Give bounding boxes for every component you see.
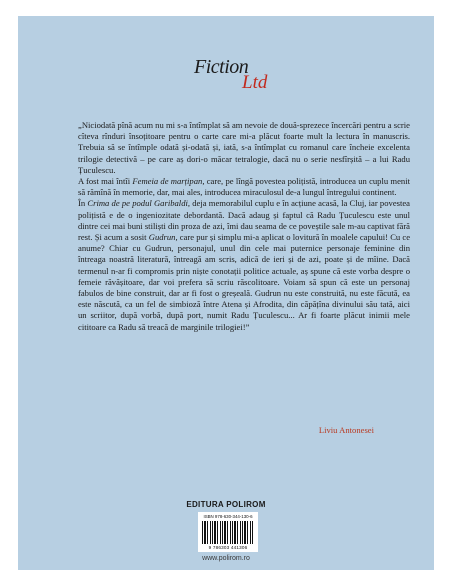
book-title-crima-de-pe-podul-garibaldi: Crima de pe podul Garibaldi bbox=[87, 198, 188, 209]
logo-fiction-text: Fiction bbox=[194, 56, 249, 78]
blurb-p3-start: În bbox=[78, 198, 88, 209]
publisher-website: www.polirom.ro bbox=[202, 555, 250, 562]
blurb-text bbox=[78, 120, 410, 333]
blurb-p3-middle: , deja memorabilul cuplu e în acțiune acasă, la Cluj, iar povestea polițistă e de o ingeniozitate debordantă. Dacă adaug și faptul că Radu Țuculescu este unul dintre cei mai buni stiliști din proza de azi, îmi dau seama de ce poveștile sale m-au captivat fără rest. Și acum a sosit bbox=[78, 198, 411, 243]
book-title-femeia-de-martipan: Femeia de marțipan bbox=[132, 176, 203, 187]
publisher-name: EDITURA POLIROM bbox=[186, 500, 266, 509]
isbn-text: ISBN 978-630-344-130-6 bbox=[203, 514, 253, 519]
blurb-p2-rest: , care, pe lîngă povestea polițistă, introducea un cuplu menit să rămînă în memorie, dar, mai ales, introducea miraculosul de-a lungul întregului continent. bbox=[78, 176, 410, 198]
author-signature: Liviu Antonesei bbox=[318, 425, 374, 435]
book-title-gudrun: Gudrun bbox=[148, 232, 176, 243]
blurb-p2-start: A fost mai întîi bbox=[78, 176, 133, 187]
barcode-digits: 9 786303 441306 bbox=[208, 545, 248, 550]
logo-ltd-text: Ltd bbox=[242, 72, 268, 93]
blurb-paragraph-1: „Niciodată pînă acum nu mi s-a întîmplat să am nevoie de două-sprezece încercări pentru a scrie cîteva rînduri însoțitoare pentru o carte care mi-a plăcut foarte mult la lectura în manuscris. Trebuia să se întîmple odată și-odată și, iată, s-a întîmplat cu romanul care încheie excelenta trilogie detectivă – pe care aș dori-o măcar tetralogie, dacă nu o serie nesfîrșită – a lui Radu Țuculescu. bbox=[78, 120, 410, 175]
blurb-p3-rest: , care pur și simplu mi-a aplicat o lovitură în moalele capului! Cu ce anume? Chiar cu Gudrun, personajul, unul din cele mai puternice personaje feminine din întreaga noastră literatură, întreagă am scris, adică de ieri și de azi, poate și de mîine. Dacă termenul n-ar fi compromis prin niște conotații politice actuale, aș spune că este vorba despre o femeie răvășitoare, dar voi prefera să scriu răscolitoare. Voiam să spun că este un personaj fabulos de bine construit, dar ar fi fost o greșeală. Gudrun nu este construită, nu este făcută, ea este născută, ca un fel de simbioză între Atena și Afrodita, din căpățîna divinului său tată, aici un scriitor, după vorbă, după port, numit Radu Țuculescu... Ar fi foarte plăcut inimii mele cititoare ca Radu să treacă de marginile trilogiei!” bbox=[78, 232, 411, 332]
fiction-ltd-logo bbox=[194, 52, 294, 102]
blurb-paragraph-2 bbox=[78, 176, 410, 198]
blurb-paragraph-3 bbox=[78, 198, 410, 332]
barcode bbox=[198, 512, 258, 552]
barcode-bars bbox=[202, 521, 254, 544]
back-cover bbox=[18, 16, 434, 570]
